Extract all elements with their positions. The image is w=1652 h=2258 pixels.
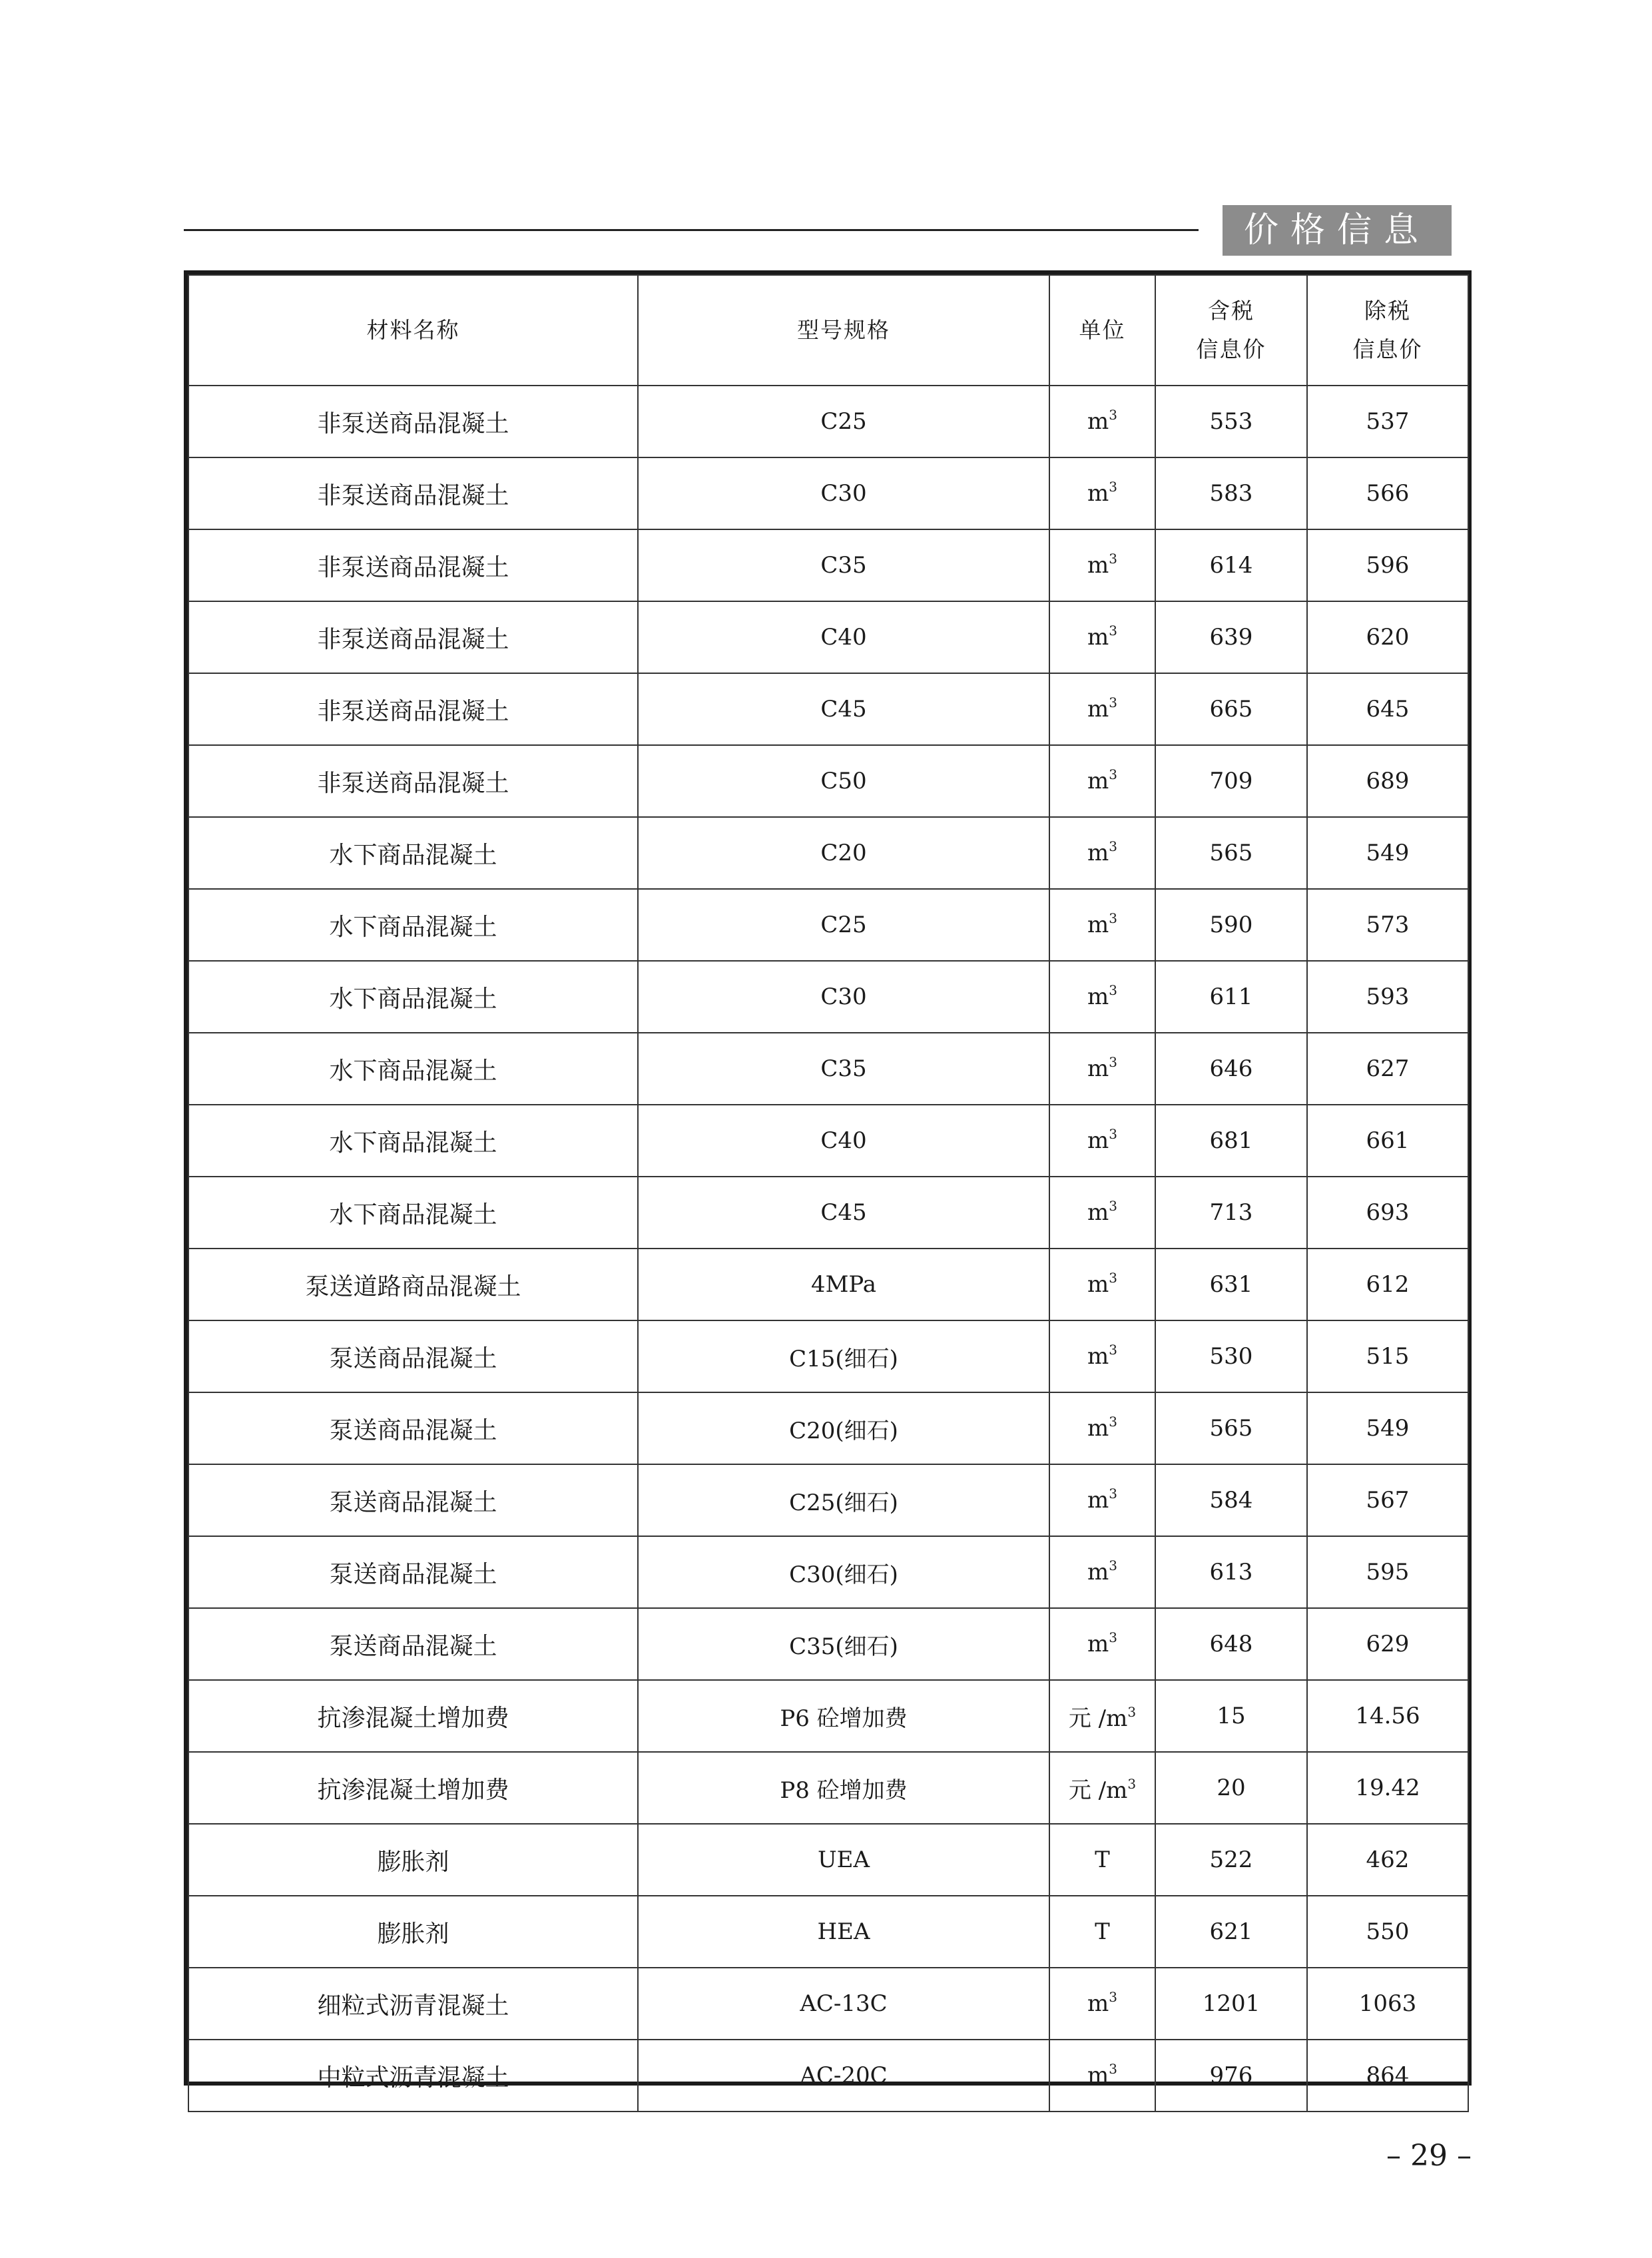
- cell-price-ex-tax: 693: [1307, 1177, 1468, 1249]
- cell-material: 水下商品混凝土: [188, 1033, 638, 1105]
- cell-spec: C30(细石): [638, 1536, 1049, 1608]
- cell-spec: UEA: [638, 1824, 1049, 1896]
- cell-spec: C20: [638, 817, 1049, 889]
- cell-unit: $m^3$: [1049, 2040, 1155, 2112]
- cell-material: 抗渗混凝土增加费: [188, 1752, 638, 1824]
- cell-price-ex-tax: 567: [1307, 1464, 1468, 1536]
- table-header-row: [188, 275, 1468, 386]
- cell-unit: $m^3$: [1049, 961, 1155, 1033]
- cell-price-ex-tax: 689: [1307, 745, 1468, 817]
- table-row: [188, 1680, 1468, 1752]
- cell-spec: C35(细石): [638, 1608, 1049, 1680]
- cell-price-ex-tax: 515: [1307, 1320, 1468, 1392]
- col-header-material: 材料名称: [188, 275, 638, 386]
- cell-material: 抗渗混凝土增加费: [188, 1680, 638, 1752]
- cell-price-with-tax: 631: [1155, 1249, 1307, 1320]
- cell-price-ex-tax: 612: [1307, 1249, 1468, 1320]
- cell-material: 非泵送商品混凝土: [188, 529, 638, 601]
- table-row: [188, 961, 1468, 1033]
- cell-price-ex-tax: 595: [1307, 1536, 1468, 1608]
- cell-material: 中粒式沥青混凝土: [188, 2040, 638, 2112]
- cell-spec: C25: [638, 386, 1049, 457]
- cell-material: 泵送商品混凝土: [188, 1608, 638, 1680]
- cell-unit: $m^3$: [1049, 817, 1155, 889]
- cell-material: 水下商品混凝土: [188, 1177, 638, 1249]
- table-row: [188, 1752, 1468, 1824]
- table-row: [188, 1968, 1468, 2040]
- cell-material: 非泵送商品混凝土: [188, 457, 638, 529]
- cell-material: 泵送商品混凝土: [188, 1536, 638, 1608]
- cell-spec: AC-13C: [638, 1968, 1049, 2040]
- cell-price-with-tax: 15: [1155, 1680, 1307, 1752]
- cell-unit: $m^3$: [1049, 1392, 1155, 1464]
- cell-unit: $m^3$: [1049, 457, 1155, 529]
- cell-unit: $m^3$: [1049, 1608, 1155, 1680]
- cell-spec: HEA: [638, 1896, 1049, 1968]
- cell-material: 泵送商品混凝土: [188, 1392, 638, 1464]
- cell-price-with-tax: 613: [1155, 1536, 1307, 1608]
- cell-material: 水下商品混凝土: [188, 889, 638, 961]
- cell-spec: C30: [638, 457, 1049, 529]
- cell-unit: $m^3$: [1049, 1464, 1155, 1536]
- cell-price-with-tax: 614: [1155, 529, 1307, 601]
- cell-spec: C50: [638, 745, 1049, 817]
- table-row: [188, 1392, 1468, 1464]
- table-row: [188, 601, 1468, 673]
- cell-unit: 元 $/m^3$: [1049, 1752, 1155, 1824]
- cell-material: 膨胀剂: [188, 1824, 638, 1896]
- cell-price-ex-tax: 566: [1307, 457, 1468, 529]
- table-row: [188, 1320, 1468, 1392]
- cell-price-with-tax: 565: [1155, 817, 1307, 889]
- table-row: [188, 745, 1468, 817]
- cell-price-ex-tax: 593: [1307, 961, 1468, 1033]
- cell-unit: $m^3$: [1049, 529, 1155, 601]
- cell-unit: 元 $/m^3$: [1049, 1680, 1155, 1752]
- cell-price-ex-tax: 19.42: [1307, 1752, 1468, 1824]
- cell-price-with-tax: 648: [1155, 1608, 1307, 1680]
- cell-spec: AC-20C: [638, 2040, 1049, 2112]
- cell-unit: $m^3$: [1049, 1105, 1155, 1177]
- cell-price-with-tax: 621: [1155, 1896, 1307, 1968]
- cell-spec: C40: [638, 1105, 1049, 1177]
- cell-price-with-tax: 976: [1155, 2040, 1307, 2112]
- cell-material: 水下商品混凝土: [188, 817, 638, 889]
- cell-material: 膨胀剂: [188, 1896, 638, 1968]
- table-row: [188, 1177, 1468, 1249]
- table-row: [188, 889, 1468, 961]
- cell-price-with-tax: 522: [1155, 1824, 1307, 1896]
- cell-price-with-tax: 709: [1155, 745, 1307, 817]
- cell-material: 泵送商品混凝土: [188, 1464, 638, 1536]
- col-header-price-with-tax: 含税 信息价: [1155, 275, 1307, 386]
- cell-price-ex-tax: 864: [1307, 2040, 1468, 2112]
- cell-spec: C20(细石): [638, 1392, 1049, 1464]
- cell-unit: $m^3$: [1049, 1320, 1155, 1392]
- cell-price-ex-tax: 596: [1307, 529, 1468, 601]
- cell-price-with-tax: 611: [1155, 961, 1307, 1033]
- cell-material: 水下商品混凝土: [188, 1105, 638, 1177]
- table-row: [188, 457, 1468, 529]
- cell-price-ex-tax: 537: [1307, 386, 1468, 457]
- cell-price-with-tax: 584: [1155, 1464, 1307, 1536]
- cell-price-with-tax: 639: [1155, 601, 1307, 673]
- table-row: [188, 673, 1468, 745]
- cell-price-with-tax: 565: [1155, 1392, 1307, 1464]
- cell-unit: $m^3$: [1049, 745, 1155, 817]
- cell-price-ex-tax: 550: [1307, 1896, 1468, 1968]
- col-header-price-ex-tax: 除税 信息价: [1307, 275, 1468, 386]
- cell-price-ex-tax: 549: [1307, 817, 1468, 889]
- cell-price-ex-tax: 1063: [1307, 1968, 1468, 2040]
- table-row: [188, 1464, 1468, 1536]
- cell-price-with-tax: 1201: [1155, 1968, 1307, 2040]
- cell-spec: C35: [638, 529, 1049, 601]
- cell-material: 非泵送商品混凝土: [188, 601, 638, 673]
- table-row: [188, 1824, 1468, 1896]
- cell-unit: $m^3$: [1049, 1177, 1155, 1249]
- cell-spec: P8 砼增加费: [638, 1752, 1049, 1824]
- cell-spec: P6 砼增加费: [638, 1680, 1049, 1752]
- cell-material: 细粒式沥青混凝土: [188, 1968, 638, 2040]
- cell-material: 非泵送商品混凝土: [188, 745, 638, 817]
- cell-price-ex-tax: 462: [1307, 1824, 1468, 1896]
- cell-material: 非泵送商品混凝土: [188, 673, 638, 745]
- cell-price-with-tax: 553: [1155, 386, 1307, 457]
- cell-price-ex-tax: 573: [1307, 889, 1468, 961]
- cell-spec: C30: [638, 961, 1049, 1033]
- cell-spec: C25: [638, 889, 1049, 961]
- cell-unit: $m^3$: [1049, 1968, 1155, 2040]
- cell-price-with-tax: 590: [1155, 889, 1307, 961]
- table-row: [188, 1608, 1468, 1680]
- cell-price-ex-tax: 627: [1307, 1033, 1468, 1105]
- cell-unit: $m^3$: [1049, 1249, 1155, 1320]
- cell-unit: $m^3$: [1049, 601, 1155, 673]
- cell-price-with-tax: 530: [1155, 1320, 1307, 1392]
- cell-price-with-tax: 681: [1155, 1105, 1307, 1177]
- table-row: [188, 386, 1468, 457]
- cell-spec: 4MPa: [638, 1249, 1049, 1320]
- cell-price-with-tax: 713: [1155, 1177, 1307, 1249]
- table-row: [188, 2040, 1468, 2112]
- cell-price-ex-tax: 620: [1307, 601, 1468, 673]
- cell-unit: $m^3$: [1049, 673, 1155, 745]
- price-table: [184, 270, 1472, 2092]
- cell-price-with-tax: 646: [1155, 1033, 1307, 1105]
- cell-unit: T: [1049, 1896, 1155, 1968]
- cell-unit: T: [1049, 1824, 1155, 1896]
- cell-price-ex-tax: 629: [1307, 1608, 1468, 1680]
- cell-spec: C25(细石): [638, 1464, 1049, 1536]
- table-row: [188, 529, 1468, 601]
- col-header-spec: 型号规格: [638, 275, 1049, 386]
- cell-material: 非泵送商品混凝土: [188, 386, 638, 457]
- cell-material: 泵送道路商品混凝土: [188, 1249, 638, 1320]
- cell-price-ex-tax: 645: [1307, 673, 1468, 745]
- cell-spec: C15(细石): [638, 1320, 1049, 1392]
- table-row: [188, 1536, 1468, 1608]
- cell-spec: C45: [638, 673, 1049, 745]
- table-row: [188, 817, 1468, 889]
- cell-spec: C40: [638, 601, 1049, 673]
- table-row: [188, 1896, 1468, 1968]
- table-row: [188, 1105, 1468, 1177]
- cell-unit: $m^3$: [1049, 1536, 1155, 1608]
- cell-unit: $m^3$: [1049, 386, 1155, 457]
- table-row: [188, 1249, 1468, 1320]
- cell-price-with-tax: 20: [1155, 1752, 1307, 1824]
- cell-material: 泵送商品混凝土: [188, 1320, 638, 1392]
- cell-price-ex-tax: 14.56: [1307, 1680, 1468, 1752]
- cell-price-with-tax: 665: [1155, 673, 1307, 745]
- cell-unit: $m^3$: [1049, 1033, 1155, 1105]
- cell-price-with-tax: 583: [1155, 457, 1307, 529]
- cell-spec: C45: [638, 1177, 1049, 1249]
- cell-spec: C35: [638, 1033, 1049, 1105]
- header-rule: [184, 229, 1199, 231]
- page-number: – 29 –: [1386, 2139, 1472, 2173]
- cell-price-ex-tax: 549: [1307, 1392, 1468, 1464]
- cell-unit: $m^3$: [1049, 889, 1155, 961]
- cell-price-ex-tax: 661: [1307, 1105, 1468, 1177]
- col-header-unit: 单位: [1049, 275, 1155, 386]
- table-row: [188, 1033, 1468, 1105]
- cell-material: 水下商品混凝土: [188, 961, 638, 1033]
- section-label: 价格信息: [1223, 205, 1452, 256]
